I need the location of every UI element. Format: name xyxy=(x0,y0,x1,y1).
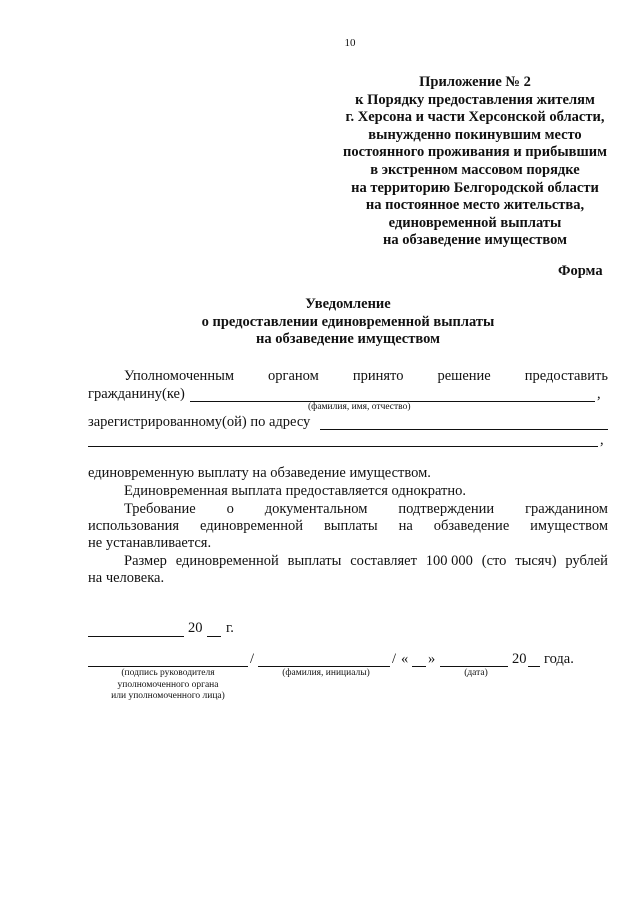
word: предоставить xyxy=(524,368,608,384)
word: использования xyxy=(88,518,180,534)
caption-line: уполномоченного органа xyxy=(117,679,219,690)
word: (сто xyxy=(481,553,507,569)
word: Требование xyxy=(124,501,196,517)
appendix-line: на территорию Белгородской области xyxy=(351,179,599,196)
signature-slash: / xyxy=(250,651,255,667)
appendix-line: на постоянное место жительства, xyxy=(365,197,585,214)
comma: , xyxy=(600,432,604,448)
word: составляет xyxy=(350,553,417,569)
word: обзаведение xyxy=(433,518,510,534)
paragraph-4-line-1 xyxy=(124,553,608,570)
month-blank-line xyxy=(440,666,508,667)
appendix-line: единовременной выплаты xyxy=(388,214,562,231)
word: решение xyxy=(437,368,491,384)
paragraph-2: Единовременная выплата предоставляется однократно. xyxy=(124,483,467,499)
word: Размер xyxy=(124,553,167,569)
word: органом xyxy=(268,368,319,384)
quote-close: » xyxy=(428,651,436,667)
word: на xyxy=(398,518,413,534)
word: Уполномоченным xyxy=(124,368,234,384)
caption-line: (подпись руководителя xyxy=(121,668,215,678)
word: принято xyxy=(352,368,404,384)
day-blank-line xyxy=(412,666,426,667)
signature-slash: / xyxy=(392,651,397,667)
date-year-suffix: г. xyxy=(226,620,234,636)
word: выплаты xyxy=(323,518,378,534)
comma: , xyxy=(597,386,601,402)
word: гражданином xyxy=(525,501,608,517)
date-year-prefix: 20 xyxy=(188,620,203,636)
form-label: Форма xyxy=(558,263,603,279)
paragraph-1-line-1 xyxy=(124,368,608,385)
appendix-line: к Порядку предоставления жителям xyxy=(355,91,595,108)
appendix-line: Приложение № 2 xyxy=(419,74,531,90)
word: 100 000 xyxy=(425,553,473,569)
title-line: о предоставлении единовременной выплаты xyxy=(201,313,495,330)
appendix-line: постоянного проживания и прибывшим xyxy=(343,144,607,161)
paragraph-4-end: на человека. xyxy=(88,570,165,586)
word: имуществом xyxy=(530,518,608,534)
quote-open: « xyxy=(401,651,409,667)
registered-label: зарегистрированному(ой) по адресу xyxy=(88,414,311,430)
name-blank-line xyxy=(258,666,390,667)
address-blank-line xyxy=(320,429,608,430)
name-caption: (фамилия, инициалы) xyxy=(282,668,370,678)
appendix-line: на обзаведение имуществом xyxy=(383,232,567,249)
date-blank-line xyxy=(88,636,184,637)
date-caption: (дата) xyxy=(464,668,488,678)
fio-caption: (фамилия, имя, отчество) xyxy=(308,402,411,412)
word: рублей xyxy=(565,553,608,569)
signature-blank-line xyxy=(88,666,248,667)
paragraph-3-end: не устанавливается. xyxy=(88,535,212,551)
paragraph-3-line-1 xyxy=(124,501,608,518)
word: единовременной xyxy=(199,518,304,534)
paragraph-3-line-2 xyxy=(88,518,608,535)
word: выплаты xyxy=(287,553,342,569)
signature-year-suffix: года. xyxy=(544,651,574,667)
appendix-line: в экстренном массовом порядке xyxy=(370,161,580,178)
word: документальном xyxy=(264,501,368,517)
citizen-label: гражданину(ке) xyxy=(88,386,185,402)
document-title xyxy=(88,296,608,349)
signature-year-blank xyxy=(528,666,540,667)
paragraph-1-end: единовременную выплату на обзаведение имуществом. xyxy=(88,465,431,481)
caption-line: или уполномоченного лица) xyxy=(111,691,225,701)
word: подтверждении xyxy=(398,501,495,517)
appendix-line: г. Херсона и части Херсонской области, xyxy=(345,109,605,126)
word: единовременной xyxy=(175,553,279,569)
title-line: на обзаведение имуществом xyxy=(256,331,440,348)
title-line: Уведомление xyxy=(305,296,391,312)
signature-caption xyxy=(88,668,248,703)
date-year-blank xyxy=(207,636,221,637)
page-number: 10 xyxy=(344,37,356,49)
appendix-line: вынужденно покинувшим место xyxy=(368,126,582,143)
word: о xyxy=(226,501,234,517)
address-blank-line-2 xyxy=(88,446,598,447)
appendix-header xyxy=(295,74,640,250)
word: тысяч) xyxy=(515,553,557,569)
signature-year-prefix: 20 xyxy=(512,651,527,667)
